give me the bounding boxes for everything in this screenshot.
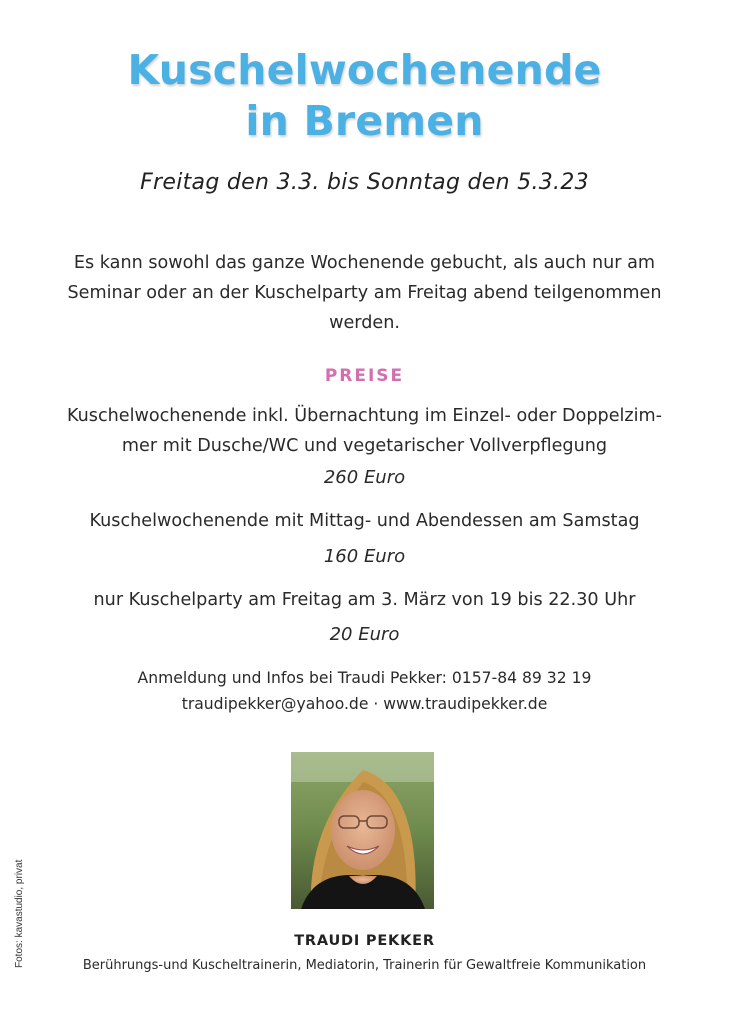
- photo-credit: Fotos: kavastudio, privat: [14, 859, 25, 968]
- price-item-description: [40, 401, 689, 461]
- price-item-line: mer mit Dusche/WC und vegetarischer Vollverpflegung: [121, 436, 608, 456]
- price-item-description: [40, 585, 689, 615]
- portrait-photo: [291, 752, 434, 909]
- intro-line: Es kann sowohl das ganze Wochenende gebucht, als auch nur am: [73, 253, 656, 273]
- price-item-line: Kuschelwochenende mit Mittag- und Abendessen am Samstag: [89, 511, 640, 531]
- contact-web[interactable]: traudipekker@yahoo.de · www.traudipekker.de: [181, 695, 548, 713]
- price-item-line: Kuschelwochenende inkl. Übernachtung im Einzel- oder Doppelzim-: [66, 406, 663, 426]
- portrait-image: [291, 752, 434, 909]
- event-dates: Freitag den 3.3. bis Sonntag den 5.3.23: [140, 170, 589, 195]
- price-value: 260 Euro: [323, 467, 406, 488]
- intro-line: werden.: [329, 313, 400, 333]
- person-role: Berührungs-und Kuscheltrainerin, Mediatorin, Trainerin für Gewaltfreie Kommunikation: [82, 958, 647, 973]
- price-value: 160 Euro: [323, 546, 406, 567]
- title-line-2: in Bremen: [245, 97, 484, 145]
- title-line-1: Kuschelwochenende: [127, 46, 602, 94]
- price-value: 20 Euro: [329, 624, 400, 645]
- price-item-description: [40, 506, 689, 536]
- contact-phone: Anmeldung und Infos bei Traudi Pekker: 0157-84 89 32 19: [137, 669, 592, 687]
- intro-line: Seminar oder an der Kuschelparty am Freitag abend teilgenommen: [67, 283, 662, 303]
- prices-heading: PREISE: [324, 366, 405, 386]
- intro-paragraph: [60, 248, 669, 338]
- price-item-line: nur Kuschelparty am Freitag am 3. März von 19 bis 22.30 Uhr: [93, 590, 636, 610]
- person-name: TRAUDI PEKKER: [294, 933, 435, 949]
